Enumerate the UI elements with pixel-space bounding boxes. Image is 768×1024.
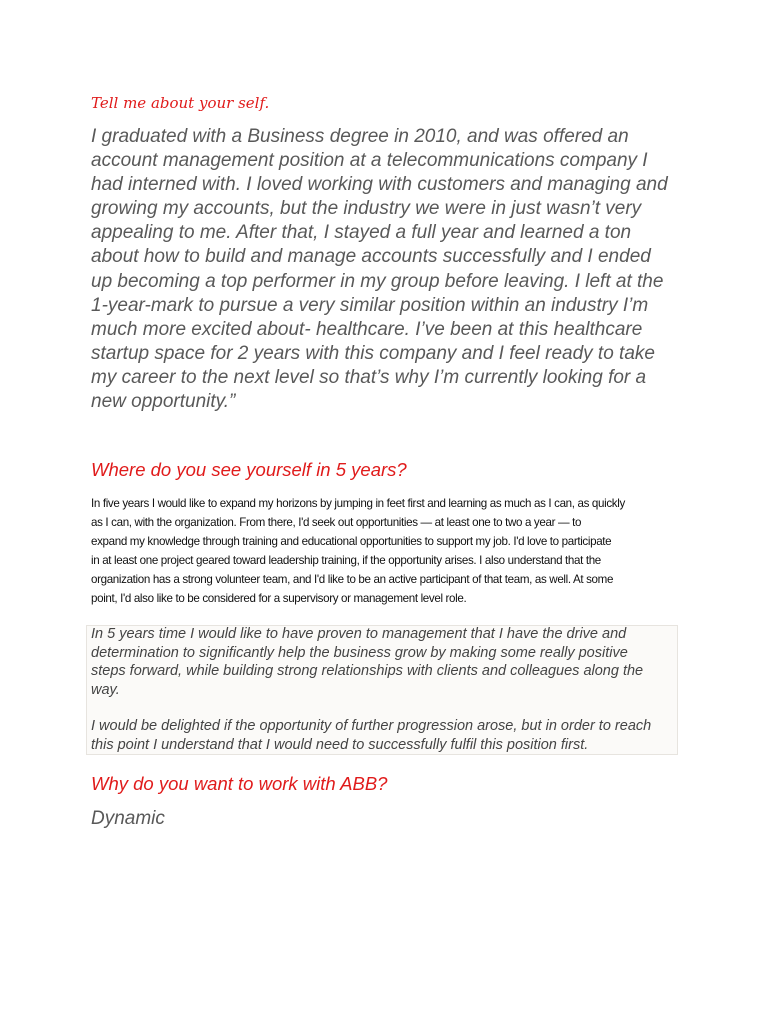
question-tell-me-about-yourself: Tell me about your self. — [91, 94, 270, 112]
quoted-answer-paragraph-1: In 5 years time I would like to have proven to management that I have the drive and determination to significantly help the business grow by making some really positive steps forward, while building strong relationships with clients and colleagues along the way. — [91, 626, 644, 699]
question-why-abb: Why do you want to work with ABB? — [91, 773, 388, 794]
answer-why-abb: Dynamic — [91, 808, 165, 829]
question-five-years: Where do you see yourself in 5 years? — [91, 459, 407, 480]
quoted-answer-paragraph-2: I would be delighted if the opportunity of further progression arose, but in order to reach this point I understand that I would need to successfully fulfil this position first. — [91, 718, 652, 753]
answer-tell-me-about-yourself: I graduated with a Business degree in 2010, and was offered an account management position at a telecommunications company I had interned with. I loved working with customers and managing and growing my accounts, but the industry we were in just wasn’t very appealing to me. After that, I stayed a full year and learned a ton about how to build and manage accounts successfully and I ended up becoming a top performer in my group before leaving. I left at the 1-year-mark to pursue a very similar position within an industry I’m much more excited about- healthcare. I’ve been at this healthcare startup space for 2 years with this company and I feel ready to take my career to the next level so that’s why I’m currently looking for a new opportunity.” — [91, 126, 668, 413]
answer-five-years: In five years I would like to expand my horizons by jumping in feet first and learning as much as I can, as quickly as I can, with the organization. From there, I'd seek out opportunities — at least one to two a year — to expand my knowledge through training and educational opportunities to support my job. I'd love to participate in at least one project geared toward leadership training, if the opportunity arises. I also understand that the organization has a strong volunteer team, and I'd like to be an active participant of that team, as well. At some point, I'd also like to be considered for a supervisory or management level role. — [91, 497, 625, 605]
